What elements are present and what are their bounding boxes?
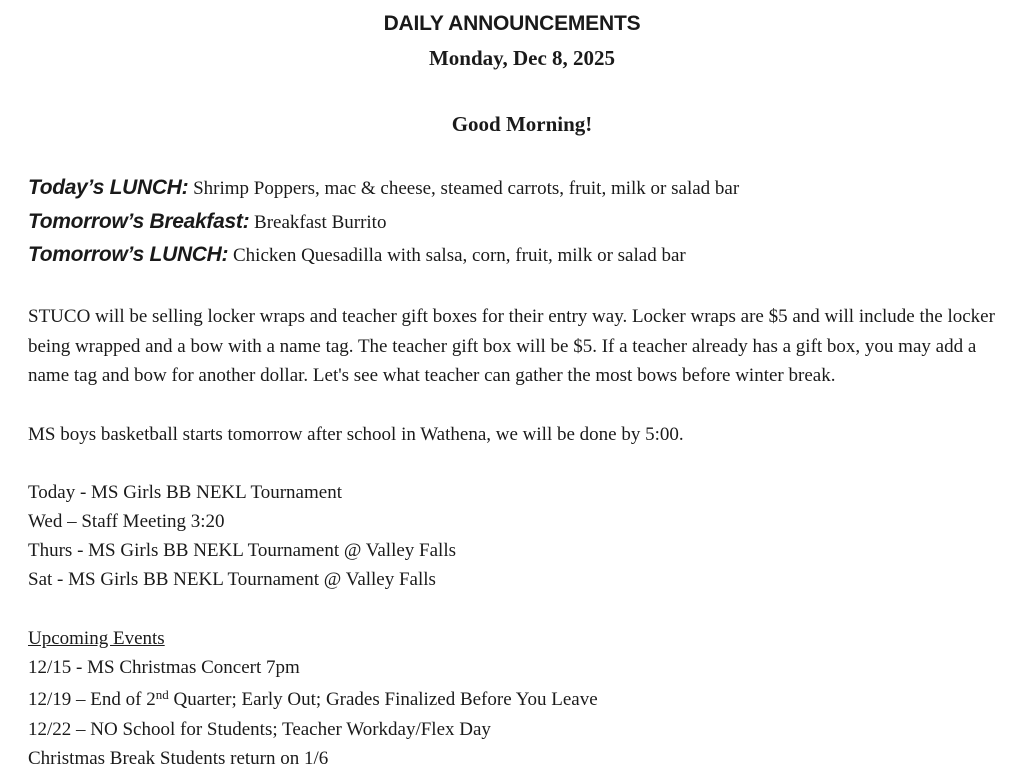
menu-tomorrow-breakfast xyxy=(28,210,386,234)
schedule-item: Wed – Staff Meeting 3:20 xyxy=(28,511,225,532)
event-text: Quarter; Early Out; Grades Finalized Before You Leave xyxy=(168,689,598,710)
upcoming-event-item: 12/15 - MS Christmas Concert 7pm xyxy=(28,657,300,678)
upcoming-event-item: 12/22 – NO School for Students; Teacher Workday/Flex Day xyxy=(28,719,491,740)
upcoming-events-heading: Upcoming Events xyxy=(28,628,165,649)
schedule-item: Sat - MS Girls BB NEKL Tournament @ Valley Falls xyxy=(28,569,436,590)
menu-value: Shrimp Poppers, mac & cheese, steamed carrots, fruit, milk or salad bar xyxy=(193,178,740,199)
menu-label: Tomorrow’s LUNCH: xyxy=(28,243,229,266)
menu-label: Today’s LUNCH: xyxy=(28,176,189,199)
menu-today-lunch xyxy=(28,176,739,200)
menu-tomorrow-lunch xyxy=(28,243,686,267)
menu-label: Tomorrow’s Breakfast: xyxy=(28,210,250,233)
greeting: Good Morning! xyxy=(451,112,593,136)
basketball-announcement: MS boys basketball starts tomorrow after school in Wathena, we will be done by 5:00. xyxy=(28,424,684,445)
menu-value: Chicken Quesadilla with salsa, corn, fruit, milk or salad bar xyxy=(233,245,686,266)
schedule-item: Thurs - MS Girls BB NEKL Tournament @ Valley Falls xyxy=(28,540,456,561)
upcoming-event-item xyxy=(28,689,598,711)
ordinal-suffix: nd xyxy=(155,687,169,702)
upcoming-event-item: Christmas Break Students return on 1/6 xyxy=(28,748,329,769)
document-title: DAILY ANNOUNCEMENTS xyxy=(383,12,641,35)
document-date: Monday, Dec 8, 2025 xyxy=(428,46,616,70)
menu-value: Breakfast Burrito xyxy=(254,212,387,233)
event-text: 12/19 – End of 2 xyxy=(28,689,156,710)
schedule-item: Today - MS Girls BB NEKL Tournament xyxy=(28,482,342,503)
stuco-announcement: STUCO will be selling locker wraps and teacher gift boxes for their entry way. Locker wraps are $5 and will include the locker being wrapped and a bow with a name tag. The teacher gift box will be $5. If a teacher already has a gift box, you may add a name tag and bow for another dollar. Let's see what teacher can gather the most bows before winter break. xyxy=(28,306,995,386)
